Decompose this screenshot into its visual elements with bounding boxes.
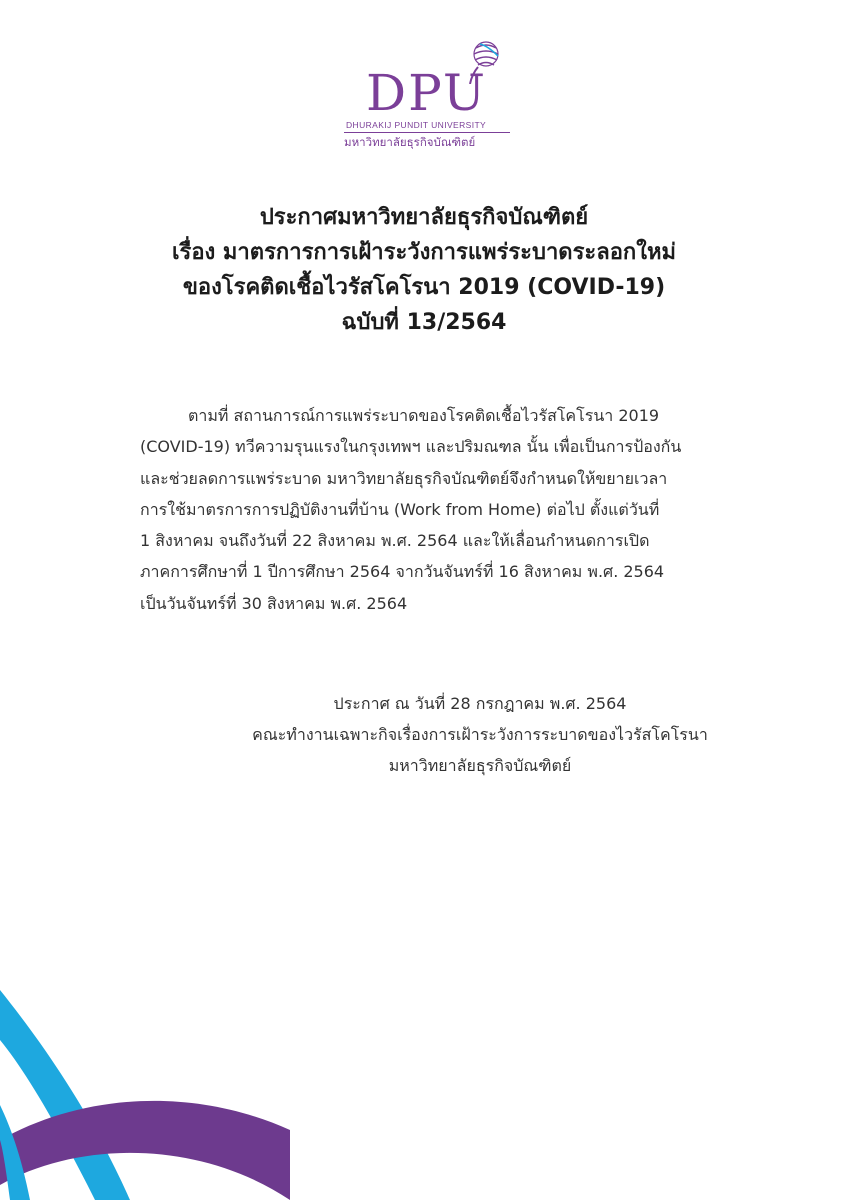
- title-line: เรื่อง มาตรการการเฝ้าระวังการแพร่ระบาดระลอกใหม่: [171, 240, 676, 265]
- logo-english-name: DHURAKIJ PUNDIT UNIVERSITY: [346, 120, 487, 130]
- body-line: (COVID-19) ทวีความรุนแรงในกรุงเทพฯ และปริมณฑล นั้น เพื่อเป็นการป้องกัน: [140, 437, 682, 457]
- body-line: 1 สิงหาคม จนถึงวันที่ 22 สิงหาคม พ.ศ. 2564 และให้เลื่อนกำหนดการเปิด: [140, 531, 650, 551]
- body-line: ตามที่ สถานการณ์การแพร่ระบาดของโรคติดเชื้อไวรัสโคโรนา 2019: [188, 406, 660, 425]
- logo-mark: DPU: [366, 64, 487, 122]
- body-line: และช่วยลดการแพร่ระบาด มหาวิทยาลัยธุรกิจบัณฑิตย์จึงกำหนดให้ขยายเวลา: [140, 468, 668, 488]
- logo-thai-name: มหาวิทยาลัยธุรกิจบัณฑิตย์: [344, 132, 510, 152]
- dpu-logo: [340, 40, 510, 150]
- body-line: ภาคการศึกษาที่ 1 ปีการศึกษา 2564 จากวันจันทร์ที่ 16 สิงหาคม พ.ศ. 2564: [140, 562, 665, 582]
- body-line: การใช้มาตรการการปฏิบัติงานที่บ้าน (Work from Home) ต่อไป ตั้งแต่วันที่: [140, 499, 660, 519]
- signature-university: มหาวิทยาลัยธุรกิจบัณฑิตย์: [388, 756, 572, 775]
- title-line: ของโรคติดเชื้อไวรัสโคโรนา 2019 (COVID-19): [182, 275, 666, 300]
- signature-date: ประกาศ ณ วันที่ 28 กรกฎาคม พ.ศ. 2564: [333, 694, 627, 713]
- announcement-body: [140, 400, 720, 619]
- title-line: ประกาศมหาวิทยาลัยธุรกิจบัณฑิตย์: [259, 205, 589, 230]
- title-line: ฉบับที่ 13/2564: [341, 310, 507, 335]
- purple-ribbon: [0, 1101, 290, 1200]
- announcement-title: [0, 200, 848, 340]
- ribbon-decoration: [0, 990, 300, 1200]
- signature-committee: คณะทำงานเฉพาะกิจเรื่องการเฝ้าระวังการระบาดของไวรัสโคโรนา: [252, 725, 708, 744]
- signature-block: [230, 688, 730, 781]
- body-line: เป็นวันจันทร์ที่ 30 สิงหาคม พ.ศ. 2564: [140, 593, 408, 613]
